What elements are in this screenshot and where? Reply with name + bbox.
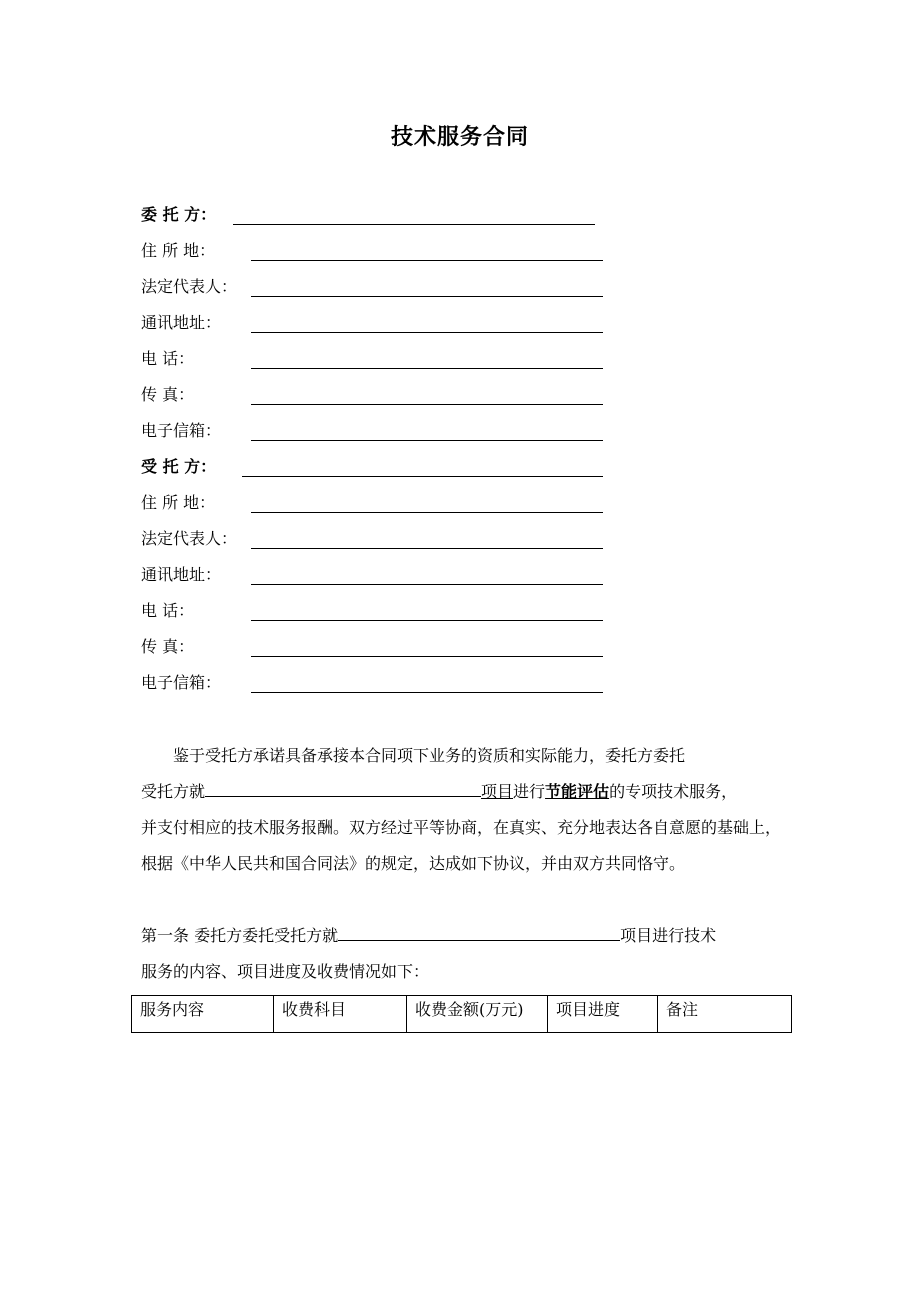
contractor-legal-rep-row [141, 527, 611, 553]
preamble-text-2e: 的专项技术服务， [609, 782, 738, 801]
client-mailing-address-row [141, 311, 611, 337]
contractor-address-label: 住 所 地： [141, 493, 216, 512]
preamble-text-2a: 受托方就 [141, 782, 206, 801]
client-email-row [141, 419, 611, 445]
client-legal-rep-label: 法定代表人： [141, 277, 238, 296]
fee-table-header-progress: 项目进度 [548, 996, 658, 1033]
contractor-email-row [141, 671, 611, 697]
preamble-text-1: 鉴于受托方承诺具备承接本合同项下业务的资质和实际能力，委托方委托 [173, 746, 686, 765]
client-email-label: 电子信箱： [141, 421, 222, 440]
preamble-text-2b: 项目 [481, 782, 514, 801]
article-1-text-b: 项目进行技术 [620, 926, 717, 945]
article-1-text-a: 第一条 委托方委托受托方就 [141, 926, 339, 945]
contractor-phone-row [141, 599, 611, 625]
contractor-mailing-address-label: 通讯地址： [141, 565, 222, 584]
client-fax-row [141, 383, 611, 409]
contractor-heading: 受 托 方： [141, 457, 217, 476]
client-address-row [141, 239, 611, 265]
client-name-field[interactable] [233, 224, 595, 225]
contractor-legal-rep-field[interactable] [251, 548, 603, 549]
article-1-text-c: 服务的内容、项目进度及收费情况如下： [141, 962, 430, 981]
project-name-blank[interactable] [205, 774, 481, 797]
fee-table-header-service: 服务内容 [132, 996, 274, 1033]
contractor-heading-row [141, 455, 611, 481]
preamble-service-type: 节能评估 [545, 782, 610, 801]
preamble-line-1 [141, 738, 781, 774]
contractor-phone-field[interactable] [251, 620, 603, 621]
client-phone-field[interactable] [251, 368, 603, 369]
preamble-text-2c: 进行 [513, 782, 546, 801]
client-heading: 委 托 方： [141, 205, 217, 224]
client-email-field[interactable] [251, 440, 603, 441]
client-legal-rep-row [141, 275, 611, 301]
contractor-mailing-address-field[interactable] [251, 584, 603, 585]
preamble-line-2 [141, 774, 781, 810]
article-1-project-blank[interactable] [338, 918, 620, 941]
article-1-line-2 [141, 954, 781, 990]
client-fax-field[interactable] [251, 404, 603, 405]
fee-table-header-row [132, 996, 792, 1033]
client-address-label: 住 所 地： [141, 241, 216, 260]
client-heading-row [141, 203, 611, 229]
contractor-fax-field[interactable] [251, 656, 603, 657]
contractor-legal-rep-label: 法定代表人： [141, 529, 238, 548]
contractor-fax-row [141, 635, 611, 661]
contractor-mailing-address-row [141, 563, 611, 589]
article-1-line-1 [141, 918, 781, 954]
fee-table-header-remarks: 备注 [658, 996, 792, 1033]
fee-table-header-amount: 收费金额(万元) [407, 996, 548, 1033]
fee-table-header-fee-item: 收费科目 [274, 996, 407, 1033]
client-fax-label: 传 真： [141, 385, 195, 404]
page-title: 技术服务合同 [390, 125, 529, 150]
client-mailing-address-label: 通讯地址： [141, 313, 222, 332]
client-mailing-address-field[interactable] [251, 332, 603, 333]
contractor-address-row [141, 491, 611, 517]
contractor-fax-label: 传 真： [141, 637, 195, 656]
client-phone-label: 电 话： [141, 349, 195, 368]
contractor-address-field[interactable] [251, 512, 603, 513]
client-address-field[interactable] [251, 260, 603, 261]
contractor-email-field[interactable] [251, 692, 603, 693]
contractor-email-label: 电子信箱： [141, 673, 222, 692]
client-phone-row [141, 347, 611, 373]
client-legal-rep-field[interactable] [251, 296, 603, 297]
preamble-paragraph: 并支付相应的技术服务报酬。双方经过平等协商，在真实、充分地表达各自意愿的基础上，根据《中华人民共和国合同法》的规定，达成如下协议，并由双方共同恪守。 [141, 818, 782, 873]
contractor-name-field[interactable] [242, 476, 603, 477]
fee-table [131, 995, 792, 1033]
contractor-phone-label: 电 话： [141, 601, 195, 620]
